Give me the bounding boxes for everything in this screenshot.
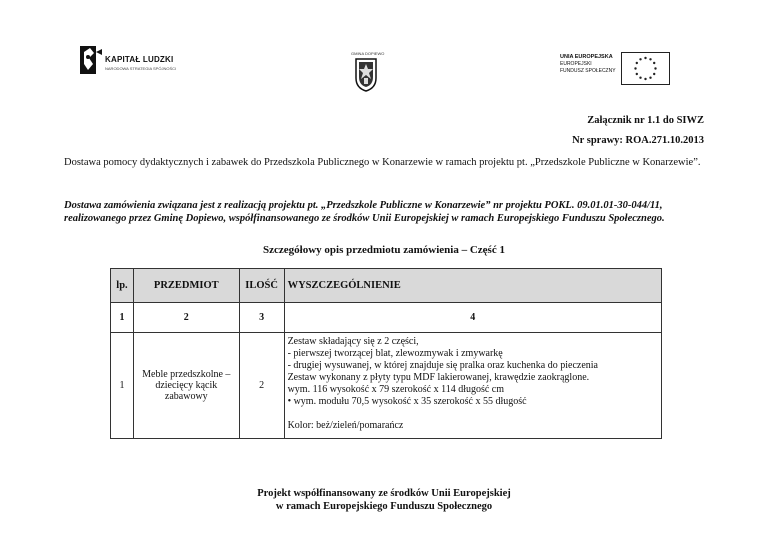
column-number: 1 (111, 303, 134, 333)
eu-logo (560, 52, 670, 84)
case-number: Nr sprawy: ROA.271.10.2013 (572, 135, 704, 146)
description-line: Zestaw składający się z 2 części, (287, 336, 419, 347)
project-note: Dostawa zamówienia związana jest z realizacją projektu pt. „Przedszkole Publiczne w Konarzewie” nr projektu POKL. 09.01.01-30-044/11, realizowanego przez Gminę Dopiewo, współfinansowanego ze środków Unii Europejskiej w ramach Europejskiego Funduszu Społecznego. (64, 200, 665, 224)
header-description: WYSZCZEGÓLNIENIE (284, 269, 661, 303)
column-number: 2 (133, 303, 239, 333)
footer-line2: w ramach Europejskiego Funduszu Społecznego (275, 501, 493, 512)
eu-logo-line3: FUNDUSZ SPOŁECZNY (560, 68, 616, 74)
eu-flag-icon (621, 52, 670, 85)
row-item: Meble przedszkolne – dziecięcy kącik zabawowy (133, 333, 239, 439)
description-line: - pierwszej tworzącej blat, zlewozmywak i zmywarkę (287, 348, 503, 359)
attachment-label: Załącznik nr 1.1 do SIWZ (587, 115, 704, 126)
eu-logo-line1: UNIA EUROPEJSKA (560, 54, 613, 60)
footer-line1: Projekt współfinansowany ze środków Unii Europejskiej (257, 488, 511, 499)
header-lp: lp. (111, 269, 134, 303)
description-line: wym. 116 wysokość x 79 szerokość x 114 długość cm (287, 384, 505, 395)
intro-paragraph: Dostawa pomocy dydaktycznych i zabawek do Przedszkola Publicznego w Konarzewie w ramach projektu pt. „Przedszkole Publiczne w Konarzewie”. (64, 157, 701, 168)
table-header-row (111, 269, 662, 303)
description-line: • wym. modułu 70,5 wysokość x 35 szerokość x 55 długość (287, 396, 527, 407)
section-title: Szczegółowy opis przedmiotu zamówienia – Część 1 (263, 244, 505, 256)
column-number: 3 (239, 303, 284, 333)
header-item: PRZEDMIOT (133, 269, 239, 303)
gmina-name: GMINA DOPIEWO (351, 51, 385, 56)
kapital-ludzki-subtitle: NARODOWA STRATEGIA SPÓJNOŚCI (105, 66, 177, 71)
eu-logo-line2: EUROPEJSKI (560, 61, 592, 67)
kapital-ludzki-logo (80, 44, 180, 78)
header-qty: ILOŚĆ (239, 269, 284, 303)
coat-of-arms-icon (355, 58, 377, 92)
color-line: Kolor: beż/zieleń/pomarańcz (287, 420, 404, 431)
row-qty: 2 (239, 333, 284, 439)
kapital-ludzki-title: KAPITAŁ LUDZKI (105, 55, 174, 64)
column-number: 4 (284, 303, 661, 333)
description-line: Zestaw wykonany z płyty typu MDF lakierowanej, krawędzie zaokrąglone. (287, 372, 590, 383)
row-description (284, 333, 661, 439)
table-row (111, 333, 662, 439)
specification-table (110, 268, 662, 439)
description-line: - drugiej wysuwanej, w której znajduje się pralka oraz kuchenka do pieczenia (287, 360, 598, 371)
logo-bar (0, 0, 768, 100)
kapital-ludzki-mark-icon (80, 44, 102, 76)
row-lp: 1 (111, 333, 134, 439)
gmina-coat-of-arms (351, 51, 385, 95)
footer-note (0, 487, 768, 513)
column-numbers-row (111, 303, 662, 333)
